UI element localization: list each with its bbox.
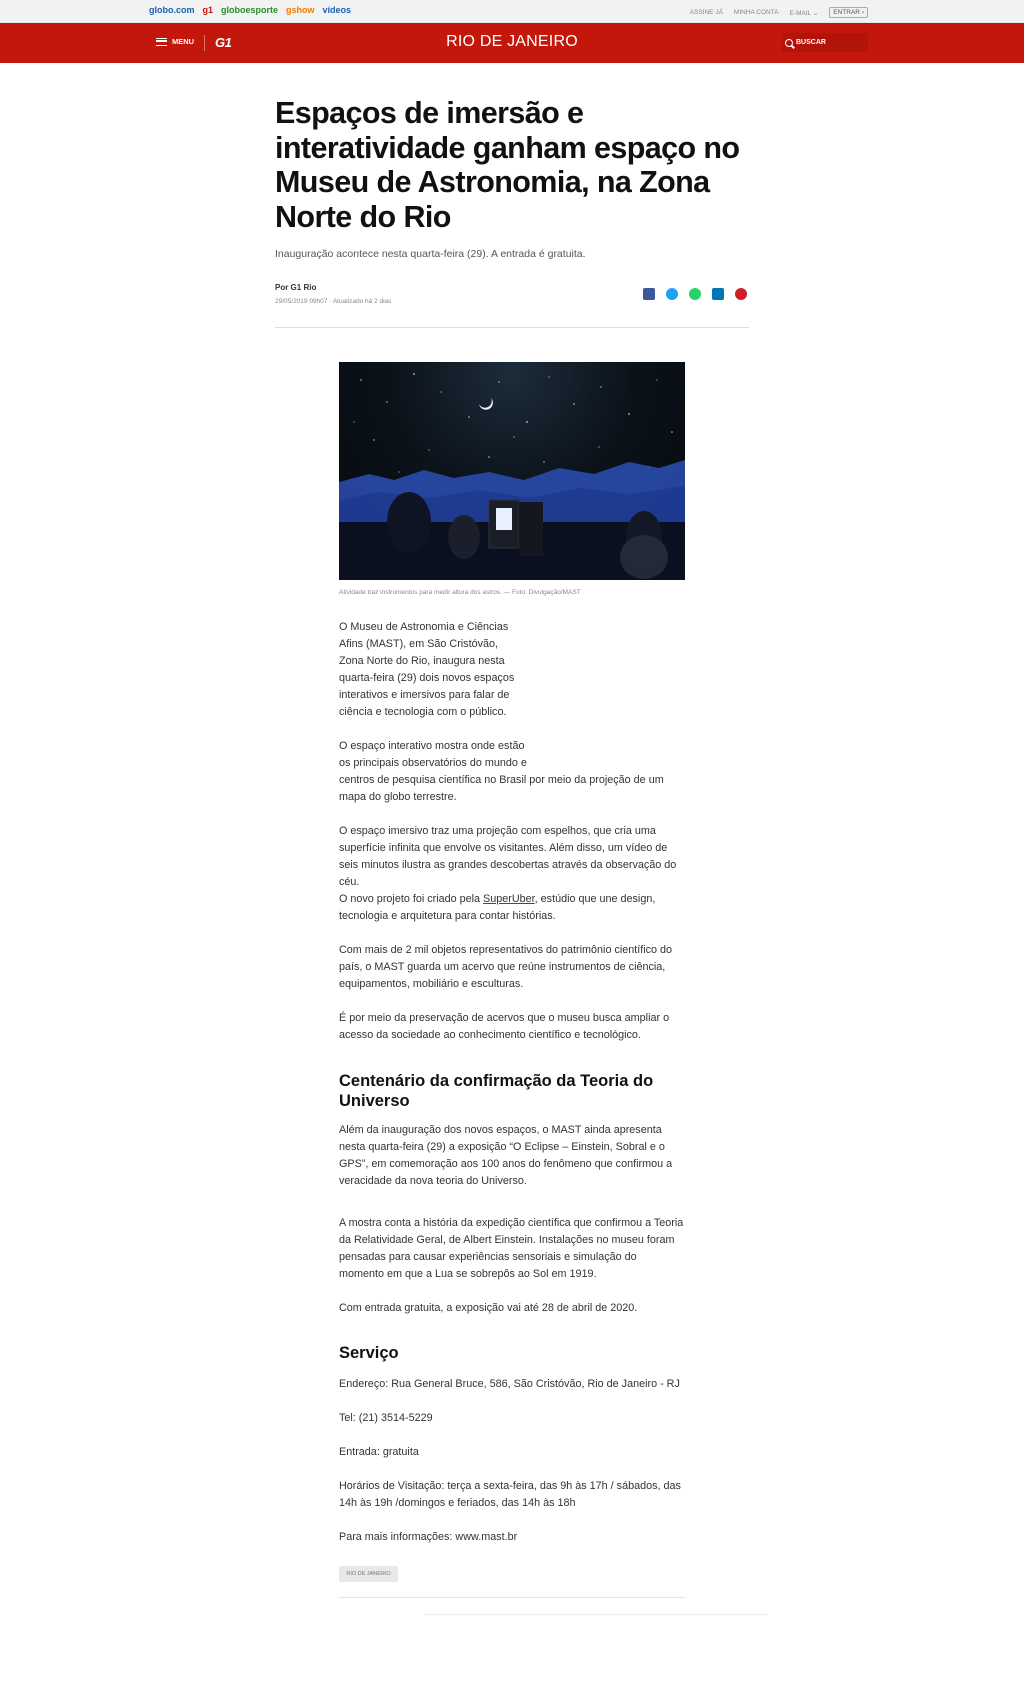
paragraph-1: O Museu de Astronomia e Ciências Afins (MAST), em São Cristóvão, Zona Norte do Rio, inaugura nesta quarta-feira (29) dois novos espaços interativos e imersivos para falar de ciência e tecnologia com o público. — [339, 621, 515, 719]
paragraph-2 — [339, 738, 684, 806]
header-divider-rule — [275, 327, 749, 328]
service-entry: Entrada: gratuita — [339, 1446, 419, 1458]
photo-caption: Atividade traz instrumentos para medir altura dos astros. — Foto: Divulgação/MAST — [339, 589, 581, 596]
account-links — [690, 7, 868, 18]
paragraph-9: Com entrada gratuita, a exposição vai até 28 de abril de 2020. — [339, 1302, 638, 1314]
section-heading-servico: Serviço — [339, 1344, 399, 1362]
pinterest-icon[interactable] — [735, 288, 747, 300]
footer-rule — [339, 1597, 685, 1598]
globo-topbar — [0, 0, 1024, 23]
brand-links — [149, 5, 351, 15]
article-subtitle: Inauguração acontece nesta quarta-feira (29). A entrada é gratuita. — [275, 248, 586, 260]
paragraph-4-start: O novo projeto foi criado pela — [339, 893, 484, 905]
paragraph-8: A mostra conta a história da expedição científica que confirmou a Teoria da Relatividade Geral, de Albert Einstein. Instalações no museu foram pensadas para causar experiências sensoriais e simulação do momento em que a Lua se sobrepôs ao Sol em 1919. — [339, 1217, 684, 1281]
superuber-link[interactable]: SuperUber — [483, 893, 535, 905]
chevron-right-icon: › — [861, 9, 864, 16]
service-hours: Horários de Visitação: terça a sexta-feira, das 9h às 17h / sábados, das 14h às 19h /domingos e feriados, das 14h às 18h — [339, 1480, 681, 1510]
article-title: Espaços de imersão e interatividade ganham espaço no Museu de Astronomia, na Zona Norte do Rio — [275, 96, 740, 234]
search-button[interactable] — [782, 33, 868, 52]
section-heading-centenario: Centenário da confirmação da Teoria do Universo — [339, 1072, 654, 1110]
linkedin-icon[interactable] — [712, 288, 724, 300]
service-phone: Tel: (21) 3514-5229 — [339, 1412, 433, 1424]
paragraph-2-line-3: centros de pesquisa científica no Brasil por meio da projeção de um mapa do globo terrestre. — [339, 774, 664, 804]
paragraph-4-end: , estúdio que une design, tecnologia e arquitetura para contar histórias. — [339, 893, 656, 923]
paragraph-6: É por meio da preservação de acervos que o museu busca ampliar o acesso da sociedade ao conhecimento científico e tecnológico. — [339, 1012, 670, 1042]
search-label: BUSCAR — [796, 39, 826, 46]
paragraph-4 — [339, 891, 684, 925]
search-icon — [785, 39, 793, 47]
brand-link-videos[interactable]: vídeos — [322, 5, 352, 15]
brand-link-globoesporte[interactable]: globoesporte — [221, 5, 279, 15]
article-photo[interactable] — [339, 362, 685, 580]
email-label: E-MAIL — [789, 9, 812, 17]
twitter-icon[interactable] — [666, 288, 678, 300]
subscribe-link[interactable]: ASSINE JÁ — [689, 9, 723, 16]
menu-label: MENU — [172, 37, 195, 46]
chevron-down-icon: ⌄ — [812, 9, 819, 17]
site-header — [0, 23, 1024, 63]
service-more-info: Para mais informações: www.mast.br — [339, 1531, 518, 1543]
article-author: Por G1 Rio — [275, 283, 317, 292]
paragraph-7: Além da inauguração dos novos espaços, o MAST ainda apresenta nesta quarta-feira (29) a exposição “O Eclipse – Einstein, Sobral e o GPS”, em comemoração aos 100 anos do fenômeno que confirmou a veracidade da nova teoria do Universo. — [339, 1124, 673, 1188]
topic-tag[interactable]: RIO DE JANEIRO — [339, 1566, 398, 1582]
section-title[interactable]: RIO DE JANEIRO — [446, 33, 578, 50]
email-link[interactable] — [790, 9, 819, 17]
login-label: ENTRAR — [833, 9, 861, 16]
paragraph-2-line-1: O espaço interativo mostra onde estão — [339, 740, 525, 752]
brand-link-gshow[interactable]: gshow — [286, 5, 315, 15]
share-bar — [643, 288, 747, 300]
g1-logo[interactable]: G1 — [215, 35, 232, 50]
article-dateline: 29/05/2019 09h07 · Atualizado há 2 dias — [275, 298, 392, 305]
facebook-icon[interactable] — [643, 288, 655, 300]
brand-link-globo[interactable]: globo.com — [149, 5, 195, 15]
my-account-link[interactable]: MINHA CONTA — [733, 9, 779, 16]
whatsapp-icon[interactable] — [689, 288, 701, 300]
brand-link-g1[interactable]: g1 — [202, 5, 214, 15]
login-button[interactable] — [829, 7, 868, 18]
footer-rule-secondary — [424, 1614, 768, 1615]
paragraph-3: O espaço imersivo traz uma projeção com espelhos, que cria uma superfície infinita que envolve os visitantes. Além disso, um vídeo de seis minutos ilustra as grandes descobertas através da observação do céu. — [339, 825, 677, 889]
service-address: Endereço: Rua General Bruce, 586, São Cristóvão, Rio de Janeiro - RJ — [339, 1378, 680, 1390]
photo-illustration — [339, 362, 685, 580]
paragraph-2-line-2: os principais observatórios do mundo e — [339, 757, 527, 770]
paragraph-5: Com mais de 2 mil objetos representativos do patrimônio científico do país, o MAST guarda um acervo que reúne instrumentos de ciência, equipamentos, mobiliário e esculturas. — [339, 944, 673, 991]
